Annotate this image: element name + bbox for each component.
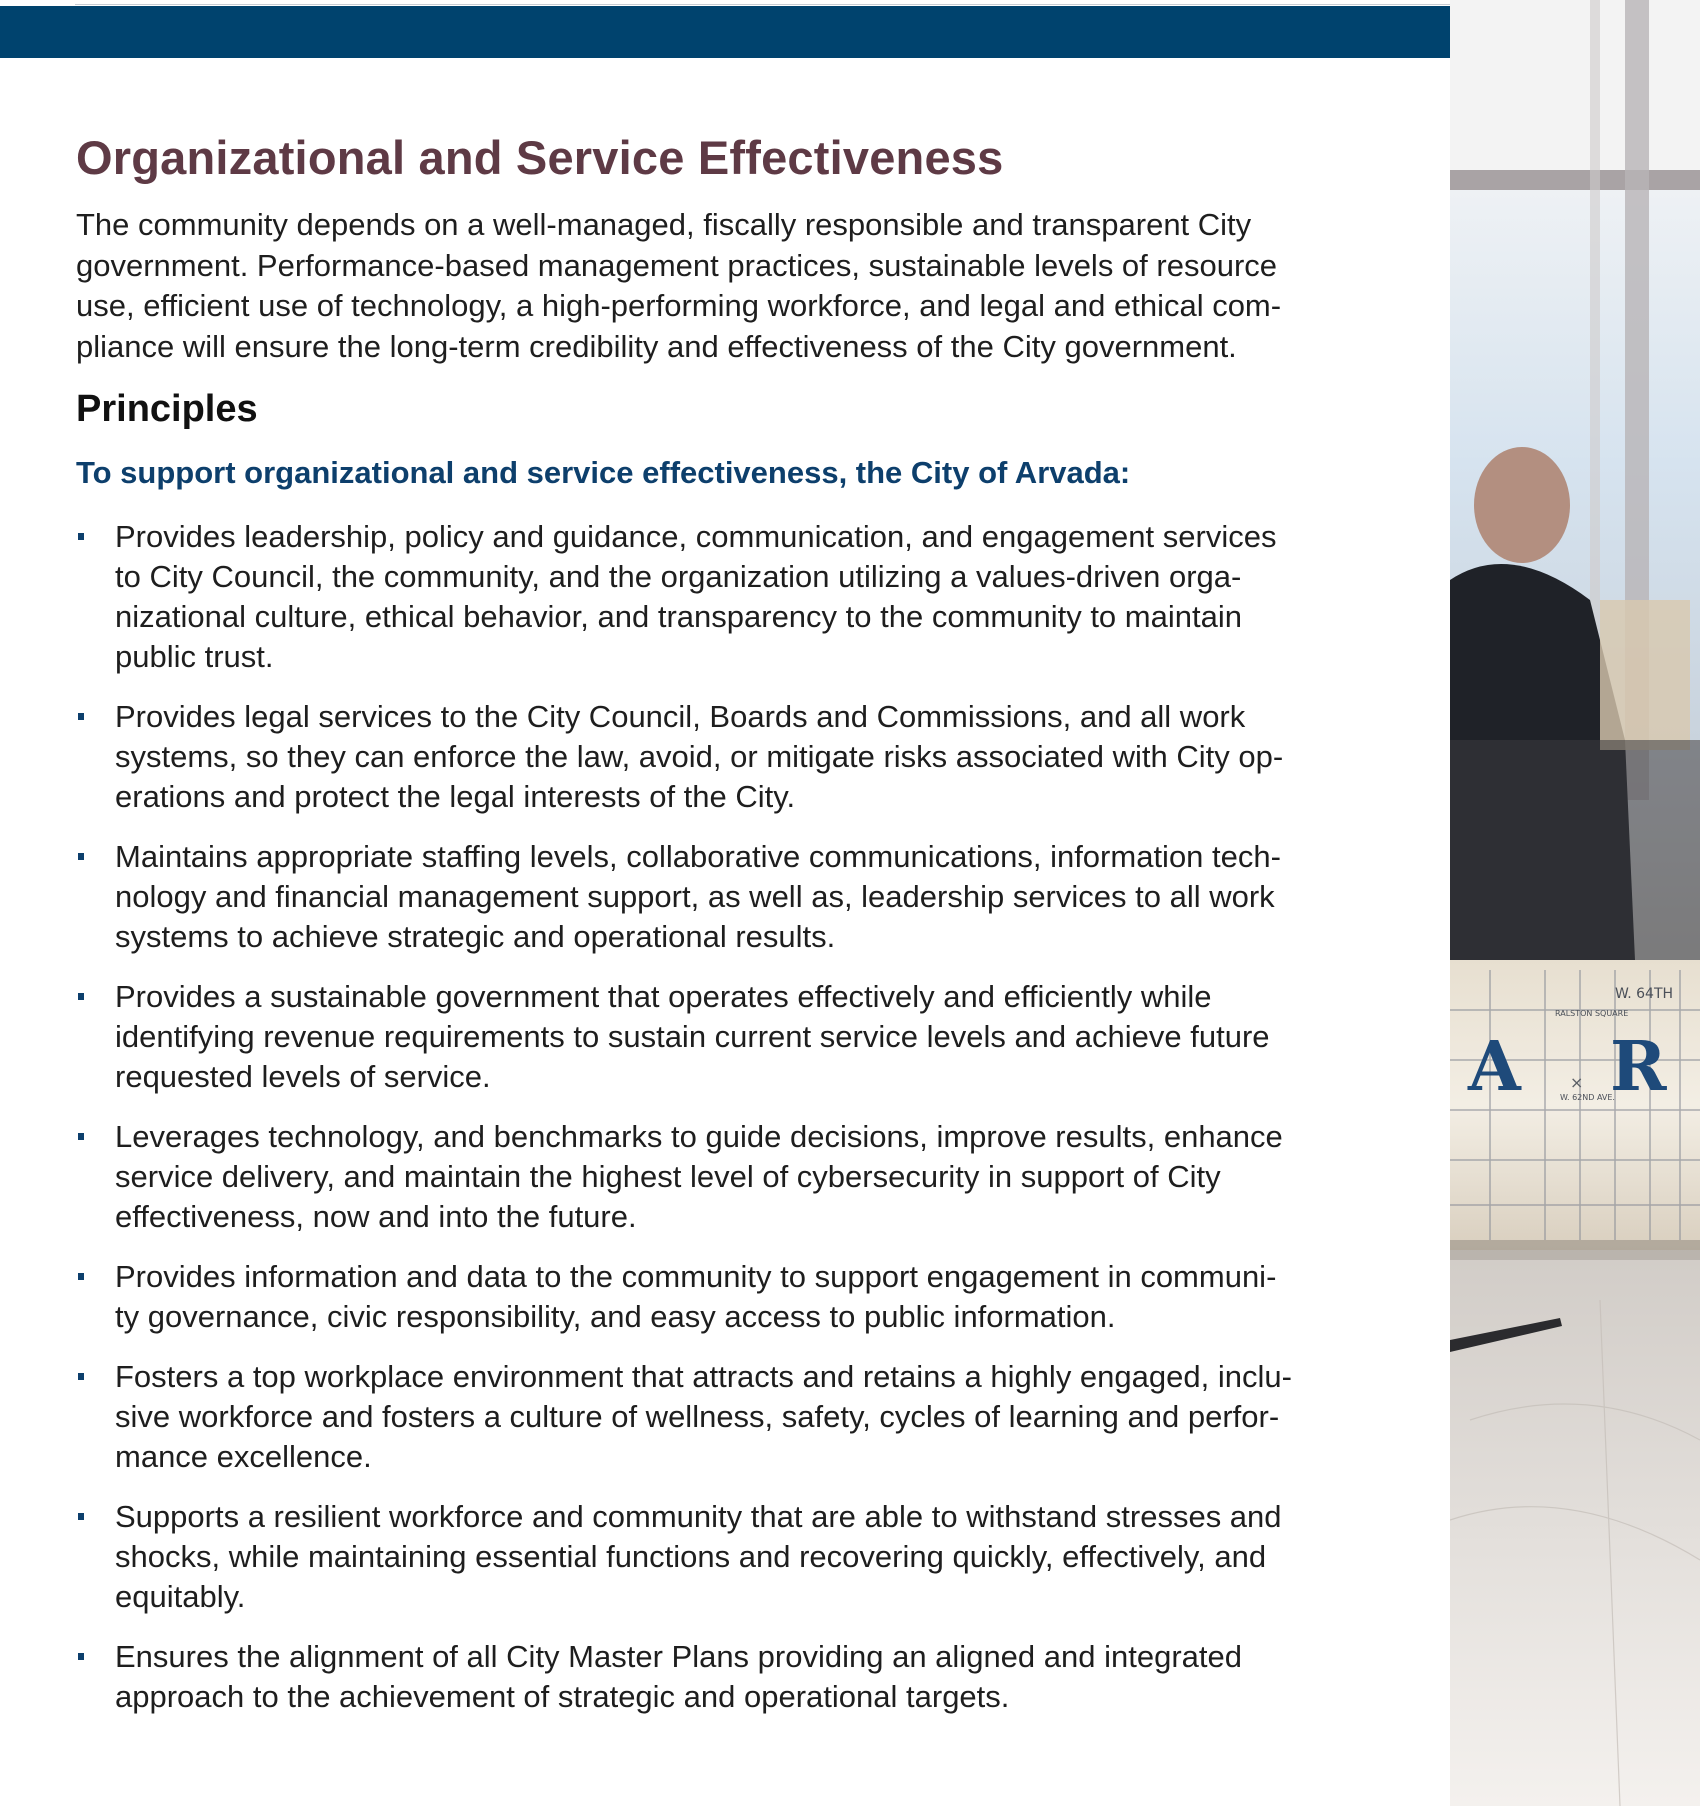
svg-text:W. 64TH: W. 64TH [1615, 986, 1674, 1002]
list-item-line: requested levels of service. [115, 1059, 491, 1094]
list-item-line: Ensures the alignment of all City Master Plans providing an aligned and integrated [115, 1639, 1242, 1674]
list-item-text [115, 977, 1405, 1097]
svg-text:W. 62ND AVE.: W. 62ND AVE. [1560, 1093, 1615, 1102]
list-item-text [115, 1497, 1405, 1617]
list-item-line: nology and financial management support, as well as, leadership services to all work [115, 879, 1275, 914]
list-item-line: sive workforce and fosters a culture of wellness, safety, cycles of learning and perfor- [115, 1399, 1280, 1434]
page-title: Organizational and Service Effectiveness [76, 131, 1004, 184]
list-item-line: Provides leadership, policy and guidance, communication, and engagement services [115, 519, 1277, 554]
top-rule [75, 4, 1625, 5]
list-item-line: to City Council, the community, and the organization utilizing a values-driven orga- [115, 559, 1242, 594]
header-color-band [0, 6, 1450, 58]
svg-text:RALSTON SQUARE: RALSTON SQUARE [1555, 1009, 1629, 1018]
list-item-line: Provides legal services to the City Council, Boards and Commissions, and all work [115, 699, 1246, 734]
list-item-line: Supports a resilient workforce and community that are able to withstand stresses and [115, 1499, 1282, 1534]
bullet-marker [78, 853, 84, 860]
list-item-line: systems to achieve strategic and operational results. [115, 919, 836, 954]
list-item-line: Provides a sustainable government that operates effectively and efficiently while [115, 979, 1212, 1014]
list-item-line: mance excellence. [115, 1439, 372, 1474]
list-item-line: ty governance, civic responsibility, and easy access to public information. [115, 1299, 1116, 1334]
office-blueprint-photo [1450, 0, 1700, 1806]
svg-text:×: × [1570, 1073, 1584, 1092]
photo-illustration [1450, 0, 1700, 1806]
intro-line: government. Performance-based management practices, sustainable levels of resource [76, 247, 1278, 283]
intro-line: The community depends on a well-managed, fiscally responsible and transparent City [76, 207, 1252, 242]
list-item-line: shocks, while maintaining essential functions and recovering quickly, effectively, and [115, 1539, 1267, 1574]
bullet-marker [78, 1133, 84, 1140]
intro-line: use, efficient use of technology, a high-performing workforce, and legal and ethical com- [76, 288, 1282, 323]
intro-paragraph [76, 205, 1376, 367]
list-item-text [115, 1637, 1405, 1717]
list-item-line: Provides information and data to the community to support engagement in communi- [115, 1259, 1277, 1294]
list-item-text [115, 837, 1405, 957]
bullet-marker [78, 1373, 84, 1380]
list-item-line: Maintains appropriate staffing levels, collaborative communications, information tech- [115, 839, 1281, 874]
list-item-text [115, 1257, 1405, 1337]
intro-line: pliance will ensure the long-term credibility and effectiveness of the City government. [76, 328, 1237, 364]
bullet-marker [78, 1653, 84, 1660]
bullet-marker [78, 993, 84, 1000]
list-item-text [115, 517, 1405, 677]
list-item-line: identifying revenue requirements to sustain current service levels and achieve future [115, 1019, 1270, 1054]
list-item-line: public trust. [115, 639, 274, 674]
svg-text:R: R [1610, 1027, 1667, 1107]
list-item-text [115, 1117, 1405, 1237]
principles-lead-in: To support organizational and service effectiveness, the City of Arvada: [76, 455, 1131, 490]
list-item-line: nizational culture, ethical behavior, and transparency to the community to maintain [115, 599, 1242, 634]
list-item-line: Leverages technology, and benchmarks to guide decisions, improve results, enhance [115, 1119, 1283, 1154]
list-item-text [115, 1357, 1405, 1477]
bullet-marker [78, 533, 84, 540]
list-item-text [115, 697, 1405, 817]
svg-text:A: A [1468, 1027, 1521, 1107]
list-item-line: equitably. [115, 1579, 246, 1614]
principles-heading: Principles [76, 388, 258, 430]
list-item-line: service delivery, and maintain the highest level of cybersecurity in support of City [115, 1159, 1221, 1194]
bullet-marker [78, 1513, 84, 1520]
bullet-marker [78, 713, 84, 720]
list-item-line: effectiveness, now and into the future. [115, 1199, 637, 1234]
list-item-line: Fosters a top workplace environment that attracts and retains a highly engaged, inclu- [115, 1359, 1292, 1394]
bullet-marker [78, 1273, 84, 1280]
list-item-line: systems, so they can enforce the law, avoid, or mitigate risks associated with City op- [115, 739, 1284, 774]
list-item-line: erations and protect the legal interests of the City. [115, 779, 796, 814]
list-item-line: approach to the achievement of strategic and operational targets. [115, 1679, 1010, 1714]
